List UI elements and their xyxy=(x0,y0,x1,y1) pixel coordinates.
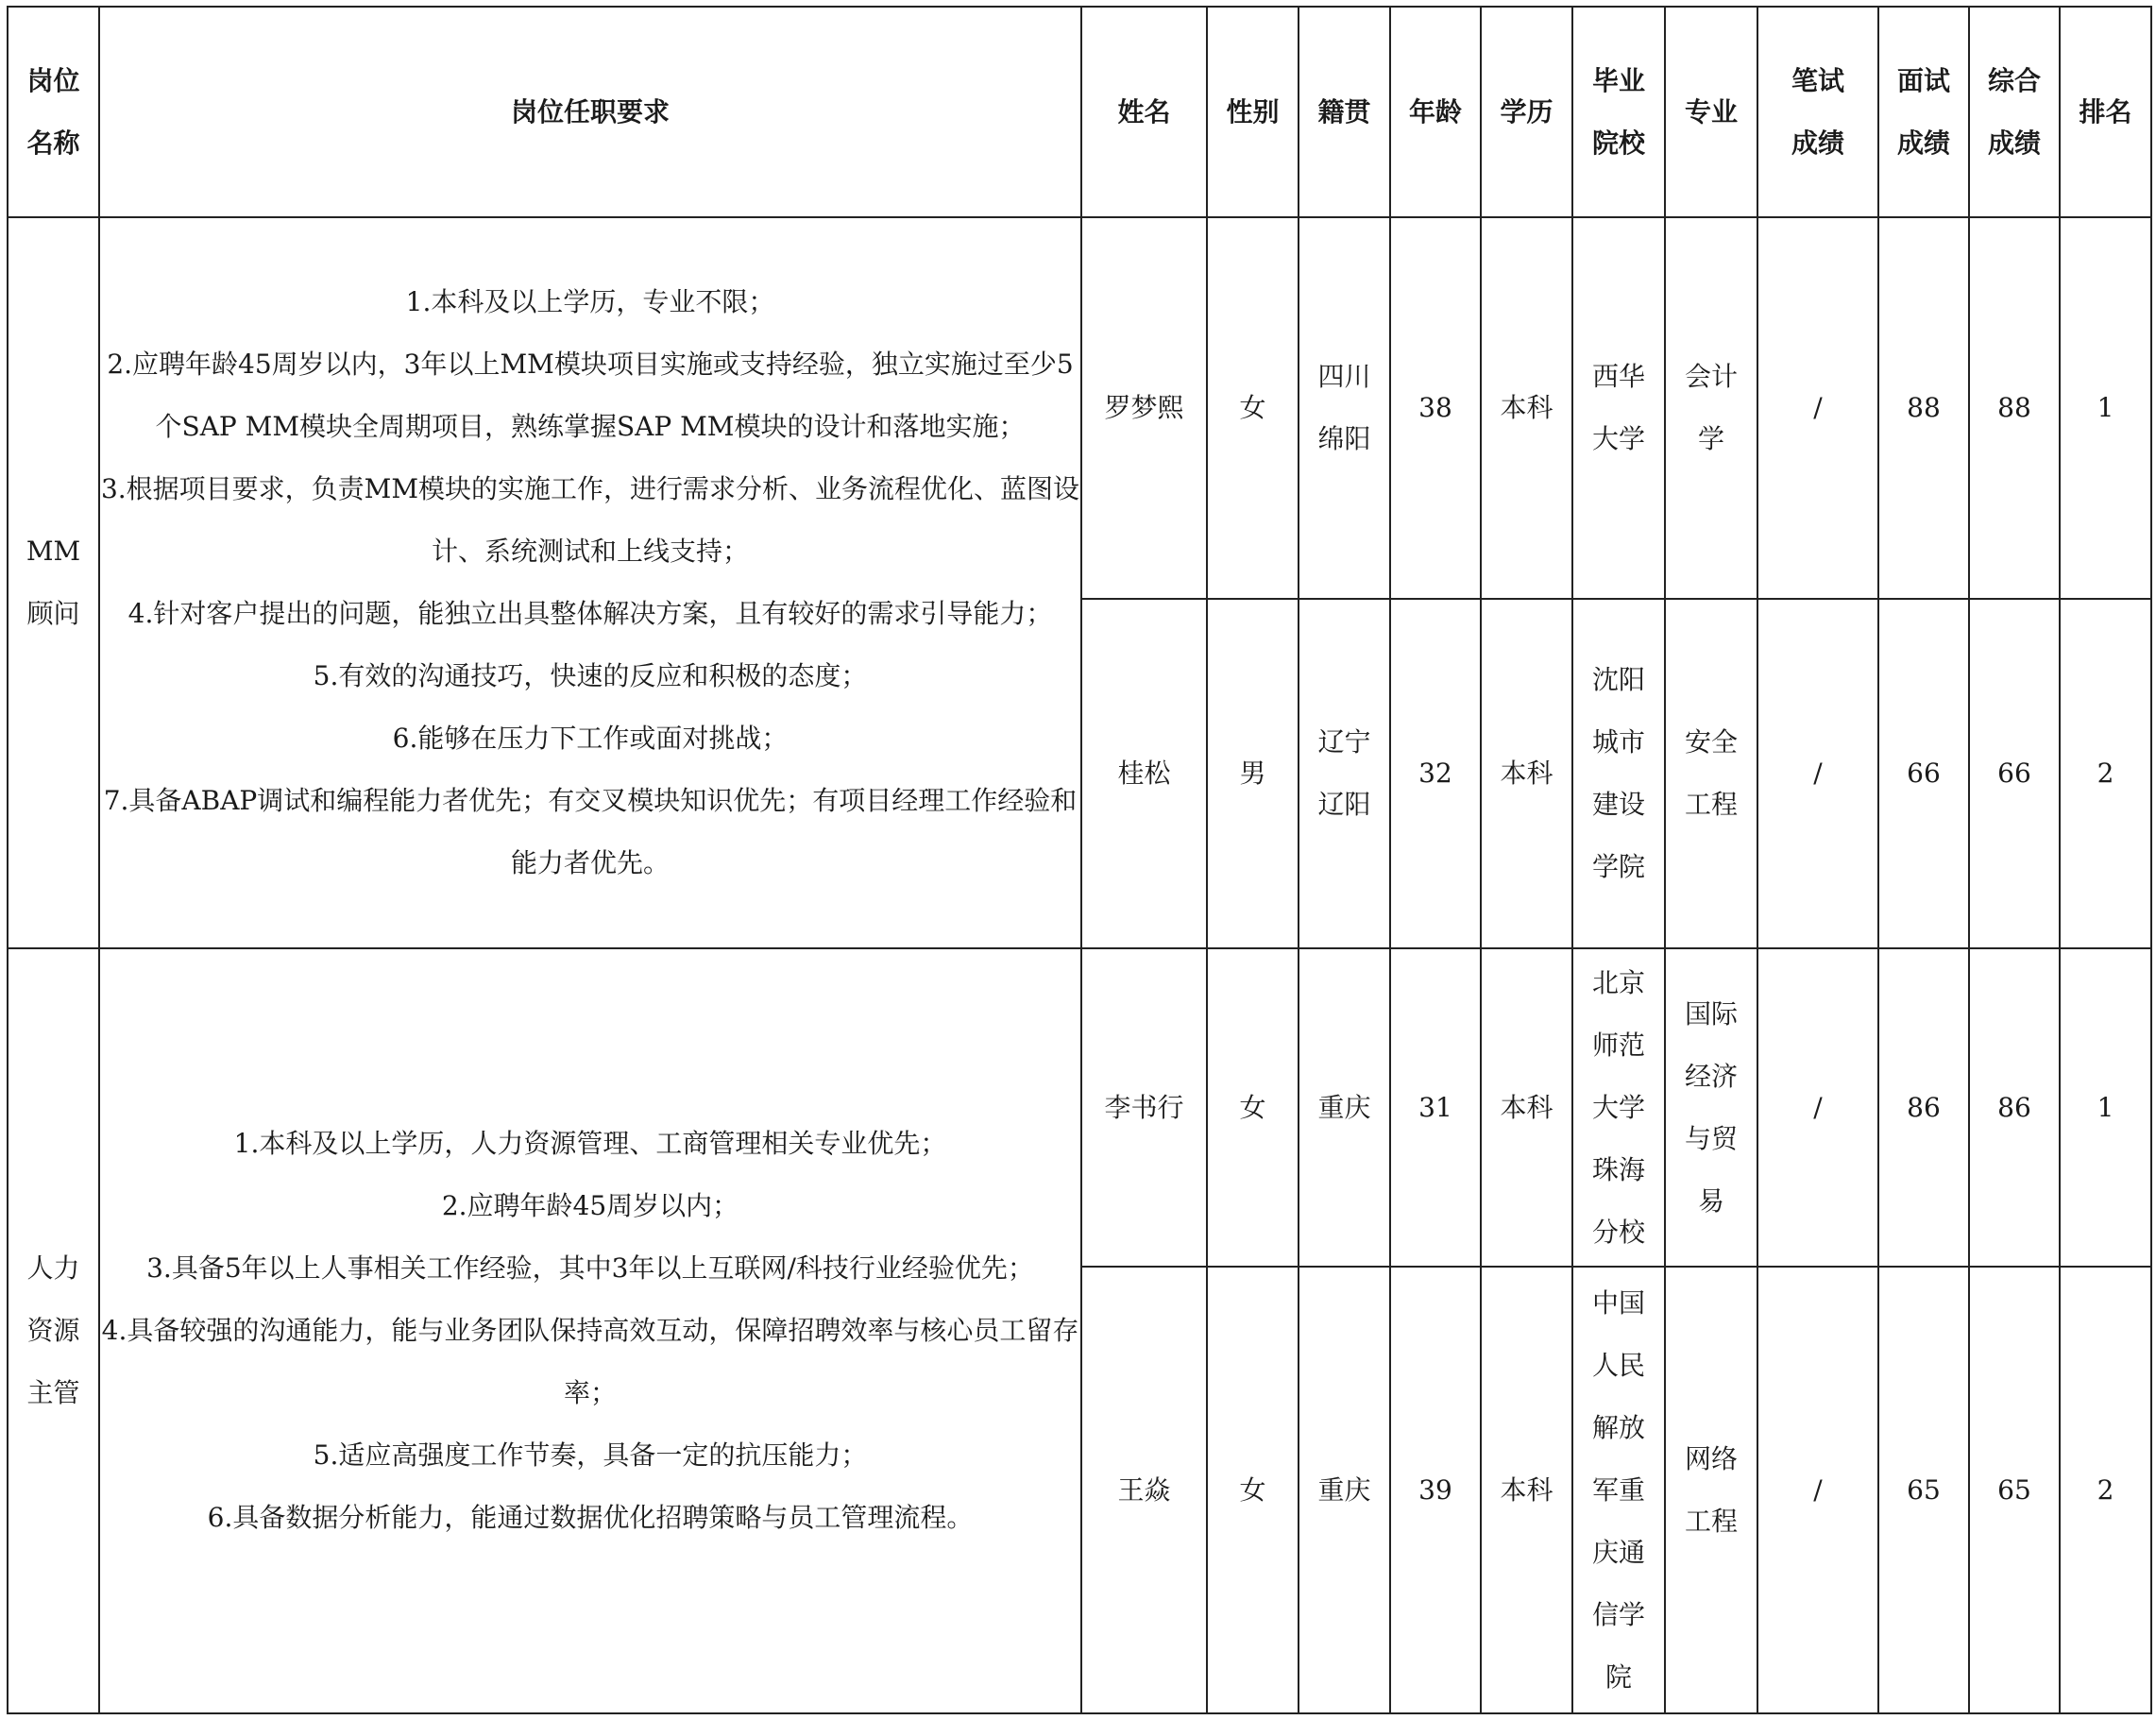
candidate-origin: 辽宁辽阳 xyxy=(1299,599,1390,948)
candidate-major: 会计学 xyxy=(1665,217,1757,599)
header-school: 毕业院校 xyxy=(1572,7,1665,217)
requirement-item: 3.根据项目要求，负责MM模块的实施工作，进行需求分析、业务流程优化、蓝图设计、系统测试和上线支持； xyxy=(100,473,1080,567)
requirement-item: 5.适应高强度工作节奏，具备一定的抗压能力； xyxy=(313,1439,868,1471)
requirements-list xyxy=(99,948,1081,1713)
header-name: 姓名 xyxy=(1081,7,1207,217)
candidate-gender: 男 xyxy=(1207,599,1299,948)
candidate-name: 王焱 xyxy=(1081,1267,1207,1713)
candidate-table xyxy=(7,6,2152,1714)
candidate-written: / xyxy=(1757,948,1878,1267)
candidate-name: 罗梦熙 xyxy=(1081,217,1207,599)
table-row xyxy=(8,948,2151,1267)
header-rank: 排名 xyxy=(2060,7,2151,217)
candidate-education: 本科 xyxy=(1481,948,1572,1267)
candidate-gender: 女 xyxy=(1207,948,1299,1267)
candidate-major: 国际经济与贸易 xyxy=(1665,948,1757,1267)
candidate-interview: 88 xyxy=(1878,217,1969,599)
header-total: 综合成绩 xyxy=(1969,7,2060,217)
candidate-origin: 重庆 xyxy=(1299,948,1390,1267)
candidate-gender: 女 xyxy=(1207,1267,1299,1713)
candidate-total: 66 xyxy=(1969,599,2060,948)
header-row xyxy=(8,7,2151,217)
table-row xyxy=(8,217,2151,599)
candidate-school: 西华大学 xyxy=(1572,217,1665,599)
requirement-item: 6.具备数据分析能力，能通过数据优化招聘策略与员工管理流程。 xyxy=(207,1502,974,1533)
requirement-item: 2.应聘年龄45周岁以内，3年以上MM模块项目实施或支持经验，独立实施过至少5个SAP MM模块全周期项目，熟练掌握SAP MM模块的设计和落地实施； xyxy=(107,349,1074,442)
candidate-age: 39 xyxy=(1390,1267,1481,1713)
candidate-school: 北京师范大学珠海分校 xyxy=(1572,948,1665,1267)
candidate-total: 86 xyxy=(1969,948,2060,1267)
requirement-item: 1.本科及以上学历，专业不限； xyxy=(405,286,775,317)
requirements-list xyxy=(99,217,1081,948)
header-major: 专业 xyxy=(1665,7,1757,217)
candidate-major: 网络工程 xyxy=(1665,1267,1757,1713)
candidate-interview: 86 xyxy=(1878,948,1969,1267)
candidate-rank: 2 xyxy=(2060,599,2151,948)
header-gender: 性别 xyxy=(1207,7,1299,217)
candidate-school: 中国人民解放军重庆通信学院 xyxy=(1572,1267,1665,1713)
candidate-origin: 四川绵阳 xyxy=(1299,217,1390,599)
candidate-major: 安全工程 xyxy=(1665,599,1757,948)
requirement-item: 4.针对客户提出的问题，能独立出具整体解决方案，且有较好的需求引导能力； xyxy=(127,598,1053,629)
requirement-item: 1.本科及以上学历，人力资源管理、工商管理相关专业优先； xyxy=(233,1128,947,1159)
requirement-item: 7.具备ABAP调试和编程能力者优先；有交叉模块知识优先；有项目经理工作经验和能力者优先。 xyxy=(103,785,1078,878)
candidate-rank: 1 xyxy=(2060,217,2151,599)
candidate-age: 38 xyxy=(1390,217,1481,599)
requirement-item: 3.具备5年以上人事相关工作经验，其中3年以上互联网/科技行业经验优先； xyxy=(146,1252,1034,1284)
candidate-rank: 1 xyxy=(2060,948,2151,1267)
candidate-name: 李书行 xyxy=(1081,948,1207,1267)
requirement-item: 5.有效的沟通技巧，快速的反应和积极的态度； xyxy=(313,660,868,691)
header-written: 笔试成绩 xyxy=(1757,7,1878,217)
header-age: 年龄 xyxy=(1390,7,1481,217)
candidate-written: / xyxy=(1757,1267,1878,1713)
requirement-item: 6.能够在压力下工作或面对挑战； xyxy=(392,723,789,754)
candidate-school: 沈阳城市建设学院 xyxy=(1572,599,1665,948)
header-position: 岗位名称 xyxy=(8,7,99,217)
candidate-gender: 女 xyxy=(1207,217,1299,599)
candidate-written: / xyxy=(1757,217,1878,599)
candidate-age: 31 xyxy=(1390,948,1481,1267)
position-title: MM顾问 xyxy=(8,217,99,948)
candidate-total: 88 xyxy=(1969,217,2060,599)
candidate-total: 65 xyxy=(1969,1267,2060,1713)
position-title: 人力资源主管 xyxy=(8,948,99,1713)
requirement-item: 2.应聘年龄45周岁以内； xyxy=(441,1190,739,1221)
requirement-item: 4.具备较强的沟通能力，能与业务团队保持高效互动，保障招聘效率与核心员工留存率； xyxy=(101,1315,1079,1408)
candidate-name: 桂松 xyxy=(1081,599,1207,948)
header-interview: 面试成绩 xyxy=(1878,7,1969,217)
candidate-rank: 2 xyxy=(2060,1267,2151,1713)
header-education: 学历 xyxy=(1481,7,1572,217)
candidate-education: 本科 xyxy=(1481,1267,1572,1713)
candidate-interview: 65 xyxy=(1878,1267,1969,1713)
candidate-education: 本科 xyxy=(1481,599,1572,948)
header-requirements: 岗位任职要求 xyxy=(99,7,1081,217)
candidate-age: 32 xyxy=(1390,599,1481,948)
candidate-education: 本科 xyxy=(1481,217,1572,599)
candidate-interview: 66 xyxy=(1878,599,1969,948)
candidate-written: / xyxy=(1757,599,1878,948)
candidate-origin: 重庆 xyxy=(1299,1267,1390,1713)
header-origin: 籍贯 xyxy=(1299,7,1390,217)
